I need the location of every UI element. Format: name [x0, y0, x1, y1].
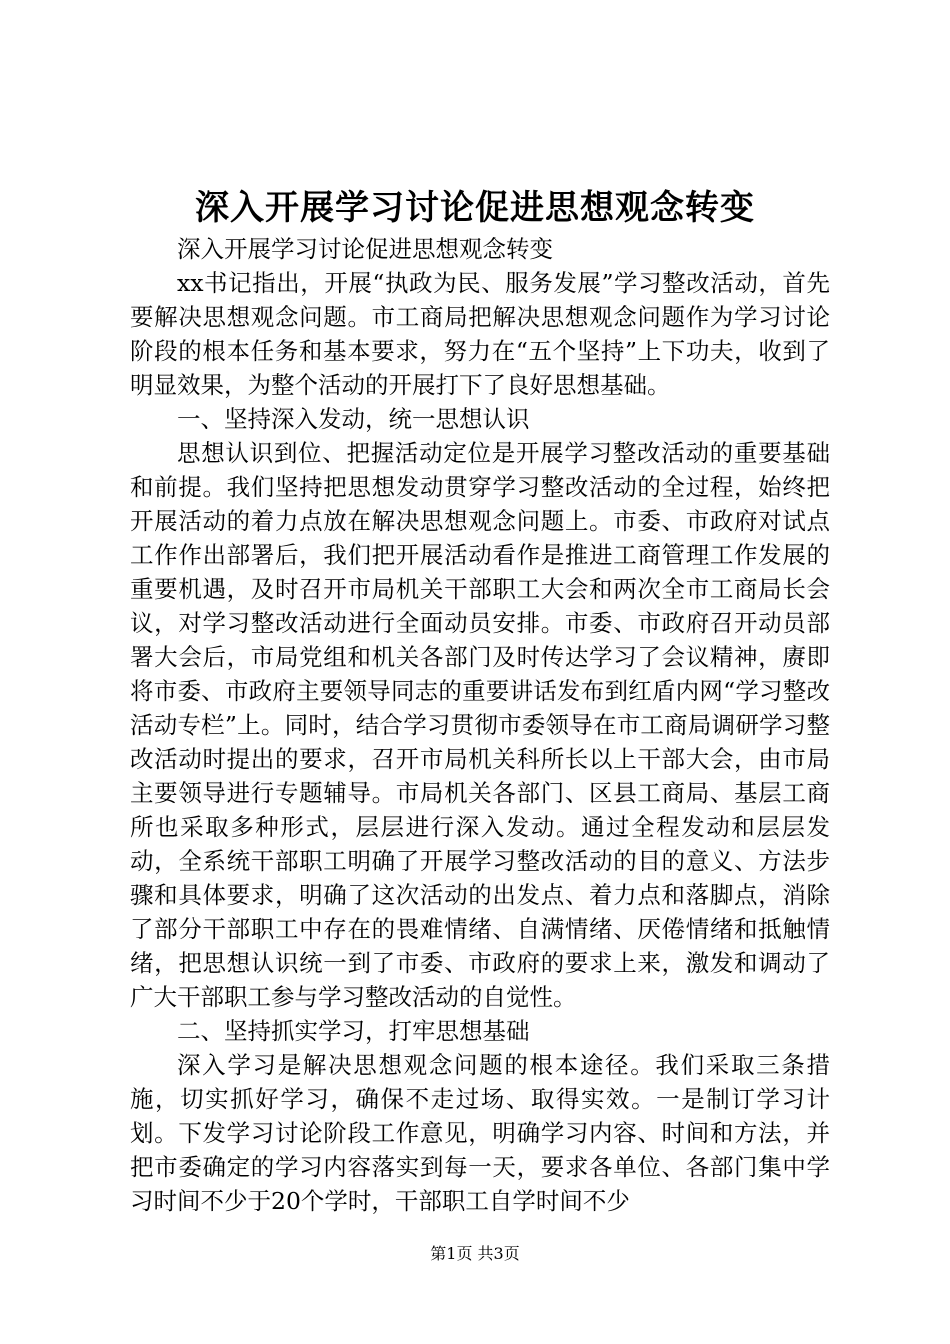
document-title: 深入开展学习讨论促进思想观念转变 — [195, 188, 755, 228]
paragraph-section-1: 思想认识到位、把握活动定位是开展学习整改活动的重要基础和前提。我们坚持把思想发动贯穿学习整改活动的全过程，始终把开展活动的着力点放在解决思想观念问题上。市委、市政府对试点工作作出部署后，我们把开展活动看作是推进工商管理工作发展的重要机遇，及时召开市局机关干部职工大会和两次全市工商局长会议，对学习整改活动进行全面动员安排。市委、市政府召开动员部署大会后，市局党组和机关各部门及时传达学习了会议精神，赓即将市委、市政府主要领导同志的重要讲话发布到红盾内网“学习整改活动专栏”上。同时，结合学习贯彻市委领导在市工商局调研学习整改活动时提出的要求，召开市局机关科所长以上干部大会，由市局主要领导进行专题辅导。市局机关各部门、区县工商局、基层工商所也采取多种形式，层层进行深入发动。通过全程发动和层层发动，全系统干部职工明确了开展学习整改活动的目的意义、方法步骤和具体要求，明确了这次活动的出发点、着力点和落脚点，消除了部分干部职工中存在的畏难情绪、自满情绪、厌倦情绪和抵触情绪，把思想认识统一到了市委、市政府的要求上来，激发和调动了广大干部职工参与学习整改活动的自觉性。 — [130, 439, 830, 1011]
paragraph-intro: xx书记指出，开展“执政为民、服务发展”学习整改活动，首先要解决思想观念问题。市工商局把解决思想观念问题作为学习讨论阶段的根本任务和基本要求，努力在“五个坚持”上下功夫，收到了明显效果，为整个活动的开展打下了良好思想基础。 — [130, 269, 830, 399]
section-heading-2: 二、坚持抓实学习，打牢思想基础 — [177, 1017, 530, 1045]
paragraph-subtitle: 深入开展学习讨论促进思想观念转变 — [177, 235, 553, 263]
document-body — [130, 232, 830, 1218]
page-footer: 第1页 共3页 — [430, 1244, 520, 1263]
section-heading-1: 一、坚持深入发动，统一思想认识 — [177, 405, 530, 433]
paragraph-section-2: 深入学习是解决思想观念问题的根本途径。我们采取三条措施，切实抓好学习，确保不走过场、取得实效。一是制订学习计划。下发学习讨论阶段工作意见，明确学习内容、时间和方法，并把市委确定的学习内容落实到每一天，要求各单位、各部门集中学习时间不少于20个学时，干部职工自学时间不少 — [130, 1051, 830, 1215]
